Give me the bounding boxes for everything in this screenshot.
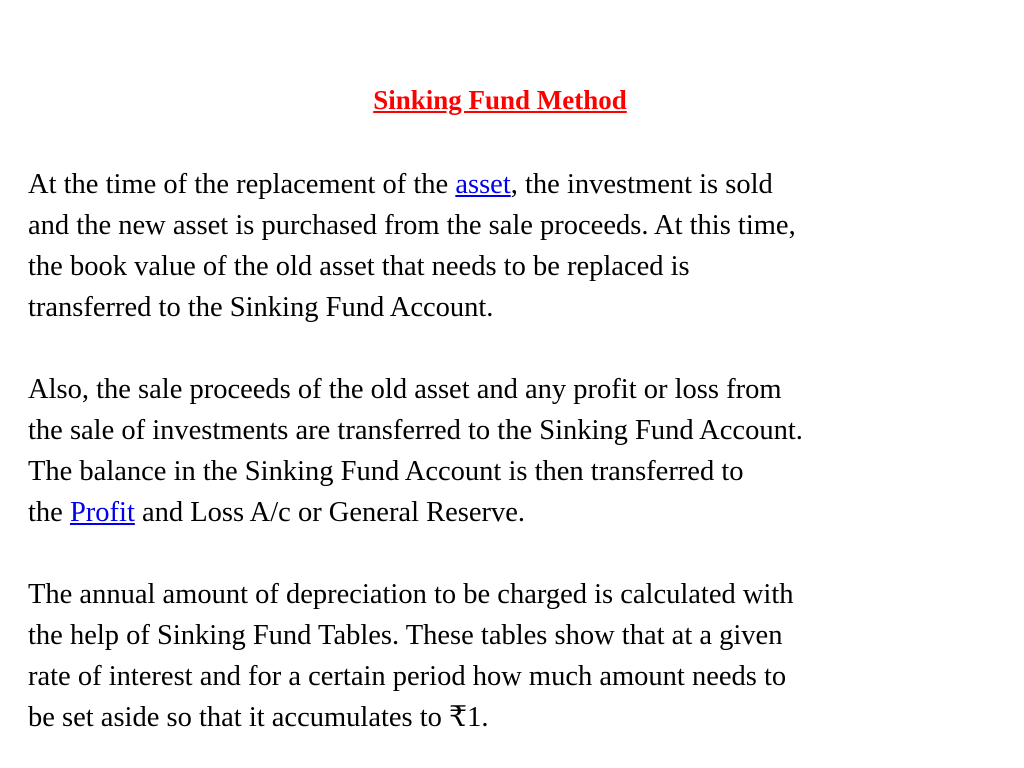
p3-line-2: the help of Sinking Fund Tables. These tables show that at a given (28, 620, 783, 651)
p2-line-2: the sale of investments are transferred to the Sinking Fund Account. (28, 415, 803, 446)
asset-link[interactable]: asset (455, 169, 511, 200)
p2-text-after-link: and Loss A/c or General Reserve. (134, 497, 526, 528)
p1-line-2: and the new asset is purchased from the sale proceeds. At this time, (28, 210, 796, 241)
p3-line-3: rate of interest and for a certain period how much amount needs to (28, 661, 787, 692)
p2-line-1: Also, the sale proceeds of the old asset and any profit or loss from (28, 374, 782, 405)
paragraph-annual-depreciation (28, 574, 1008, 738)
p3-line-1: The annual amount of depreciation to be charged is calculated with (28, 579, 794, 610)
paragraph-sale-proceeds (28, 369, 1008, 533)
page-title-text: Sinking Fund Method (373, 85, 627, 115)
p2-text-before-link: the (28, 497, 70, 528)
p1-line-3: the book value of the old asset that needs to be replaced is (28, 251, 690, 282)
p1-text-before-link: At the time of the replacement of the (28, 169, 456, 200)
p1-text-after-link: , the investment is sold (510, 169, 773, 200)
p2-line-3: The balance in the Sinking Fund Account is then transferred to (28, 456, 744, 487)
p1-line-4: transferred to the Sinking Fund Account. (28, 292, 494, 323)
paragraph-replacement (28, 164, 1008, 328)
profit-link[interactable]: Profit (69, 497, 135, 528)
p3-line-4: be set aside so that it accumulates to ₹1. (28, 702, 489, 733)
page-title (0, 82, 1000, 118)
